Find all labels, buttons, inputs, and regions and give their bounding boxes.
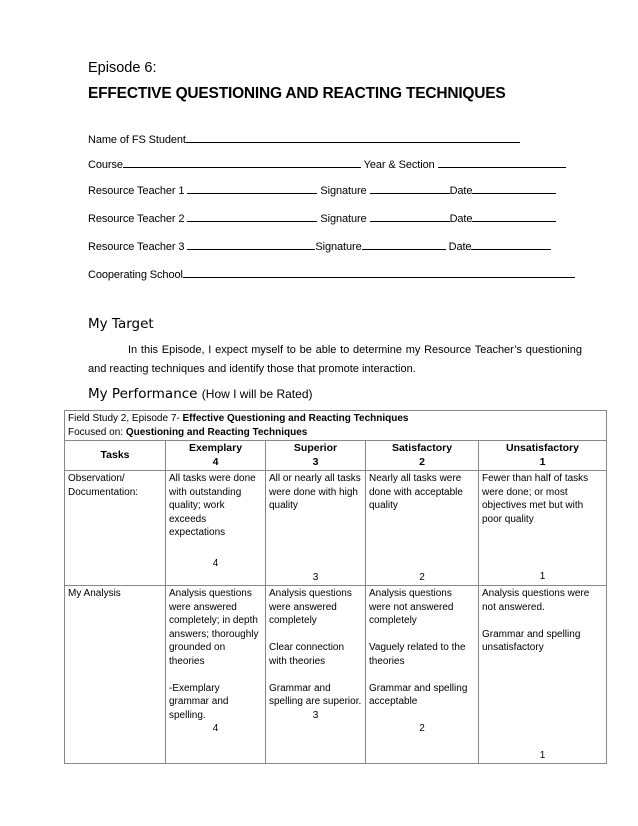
- rubric-focus-prefix: Focused on:: [68, 426, 124, 438]
- date-2-label: Date: [449, 213, 473, 225]
- signature-3-label: Signature: [315, 241, 362, 253]
- resource-teacher-3-field: [88, 239, 551, 253]
- cell-text: -Exemplary grammar and spelling.: [169, 682, 229, 721]
- resource-teacher-2-field: [88, 211, 556, 225]
- signature-3-line[interactable]: [362, 239, 446, 250]
- cell-text: Analysis questions were not answered completely: [369, 588, 454, 626]
- cell-text: Analysis questions were not answered.: [482, 588, 590, 613]
- fs-student-label: Name of FS Student: [88, 134, 186, 146]
- rubric-cell: [266, 586, 366, 764]
- signature-2-label: Signature: [320, 213, 367, 225]
- column-name: Exemplary: [188, 442, 243, 454]
- resource-teacher-1-field: [88, 183, 556, 197]
- rubric-cell: [366, 471, 479, 586]
- cell-text: Grammar and spelling acceptable: [369, 682, 468, 707]
- cell-text: Analysis questions were answered completely; in depth answers; thoroughly grounded on theories: [169, 588, 259, 667]
- column-score: 1: [539, 455, 546, 468]
- resource-teacher-2-label: Resource Teacher 2: [88, 213, 185, 225]
- unsatisfactory-header: [479, 441, 607, 471]
- table-row: [65, 471, 607, 586]
- year-section-line[interactable]: [438, 157, 566, 168]
- rubric-caption: [68, 412, 603, 426]
- year-section-label: Year & Section: [363, 159, 435, 171]
- cell-text: Nearly all tasks were done with acceptable quality: [369, 473, 463, 511]
- rubric-cell: [479, 471, 607, 586]
- resource-teacher-2-line[interactable]: [187, 211, 317, 222]
- cell-score: 1: [539, 749, 546, 761]
- satisfactory-header: [366, 441, 479, 471]
- column-score: 4: [212, 455, 219, 468]
- resource-teacher-1-label: Resource Teacher 1: [88, 185, 185, 197]
- column-score: 2: [419, 455, 425, 468]
- cell-score: 2: [419, 571, 425, 583]
- my-performance-heading: [88, 386, 312, 402]
- cell-score: 4: [212, 723, 219, 734]
- date-1-label: Date: [449, 185, 473, 197]
- cooperating-school-field: [88, 267, 575, 281]
- rubric-table: [64, 410, 607, 764]
- my-target-heading: My Target: [88, 316, 154, 332]
- episode-title: EFFECTIVE QUESTIONING AND REACTING TECHNIQUES: [88, 85, 506, 102]
- task-cell: Observation/ Documentation:: [65, 471, 166, 586]
- exemplary-header: [166, 441, 266, 471]
- rubric-caption-row: [65, 411, 607, 441]
- superior-header: [266, 441, 366, 471]
- cell-text: Grammar and spelling are superior.: [269, 682, 362, 707]
- fs-student-field: [88, 132, 520, 146]
- column-name: Satisfactory: [391, 442, 453, 454]
- cell-text: All tasks were done with outstanding quality; work exceeds expectations: [169, 473, 256, 538]
- date-3-line[interactable]: [471, 239, 551, 250]
- cell-score: 3: [312, 709, 319, 721]
- cell-text: Grammar and spelling unsatisfactory: [482, 628, 581, 653]
- rubric-cell: [366, 586, 479, 764]
- rubric-header-row: [65, 441, 607, 471]
- rubric-cell: [166, 471, 266, 586]
- date-3-label: Date: [448, 241, 472, 253]
- my-performance-subtitle: (How I will be Rated): [201, 387, 313, 401]
- rubric-caption-cell: [65, 411, 607, 441]
- date-1-line[interactable]: [472, 183, 556, 194]
- rubric-caption-bold: Effective Questioning and Reacting Techniques: [182, 413, 409, 424]
- tasks-header: Tasks: [65, 441, 166, 471]
- cell-text: Fewer than half of tasks were done; or most objectives met but with poor quality: [482, 473, 589, 525]
- rubric-caption-prefix: Field Study 2, Episode 7-: [68, 413, 180, 424]
- resource-teacher-1-line[interactable]: [187, 183, 317, 194]
- cell-score: 2: [419, 722, 425, 734]
- my-target-paragraph: [88, 341, 582, 379]
- signature-1-label: Signature: [320, 185, 367, 197]
- episode-label: Episode 6:: [88, 60, 157, 76]
- cell-text: Clear connection with theories: [269, 642, 345, 667]
- column-score: 3: [312, 455, 319, 468]
- course-field: [88, 157, 566, 171]
- task-cell: My Analysis: [65, 586, 166, 764]
- signature-2-line[interactable]: [370, 211, 450, 222]
- my-target-text: In this Episode, I expect myself to be able to determine my Resource Teacher’s questioning and reacting techniques and identify those that promote interaction.: [88, 344, 582, 375]
- date-2-line[interactable]: [472, 211, 556, 222]
- cell-score: 1: [539, 571, 546, 582]
- cell-text: Analysis questions were answered completely: [269, 588, 352, 626]
- course-line[interactable]: [123, 157, 361, 168]
- fs-student-line[interactable]: [186, 132, 520, 143]
- cell-text: Vaguely related to the theories: [369, 642, 466, 667]
- cooperating-school-label: Cooperating School: [88, 269, 183, 281]
- resource-teacher-3-label: Resource Teacher 3: [88, 241, 185, 253]
- signature-1-line[interactable]: [370, 183, 450, 194]
- cell-text: All or nearly all tasks were done with high quality: [269, 473, 361, 511]
- cell-score: 3: [312, 571, 319, 583]
- rubric-cell: [166, 586, 266, 764]
- resource-teacher-3-line[interactable]: [187, 239, 315, 250]
- my-performance-title: My Performance: [88, 386, 198, 402]
- rubric-focus-bold: Questioning and Reacting Techniques: [125, 426, 308, 438]
- cell-score: 4: [212, 558, 219, 569]
- rubric-cell: [479, 586, 607, 764]
- column-name: Unsatisfactory: [506, 442, 579, 454]
- table-row: [65, 586, 607, 764]
- cooperating-school-line[interactable]: [183, 267, 575, 278]
- course-label: Course: [88, 159, 123, 171]
- rubric-focus: [68, 426, 603, 440]
- rubric-cell: [266, 471, 366, 586]
- column-name: Superior: [293, 442, 338, 454]
